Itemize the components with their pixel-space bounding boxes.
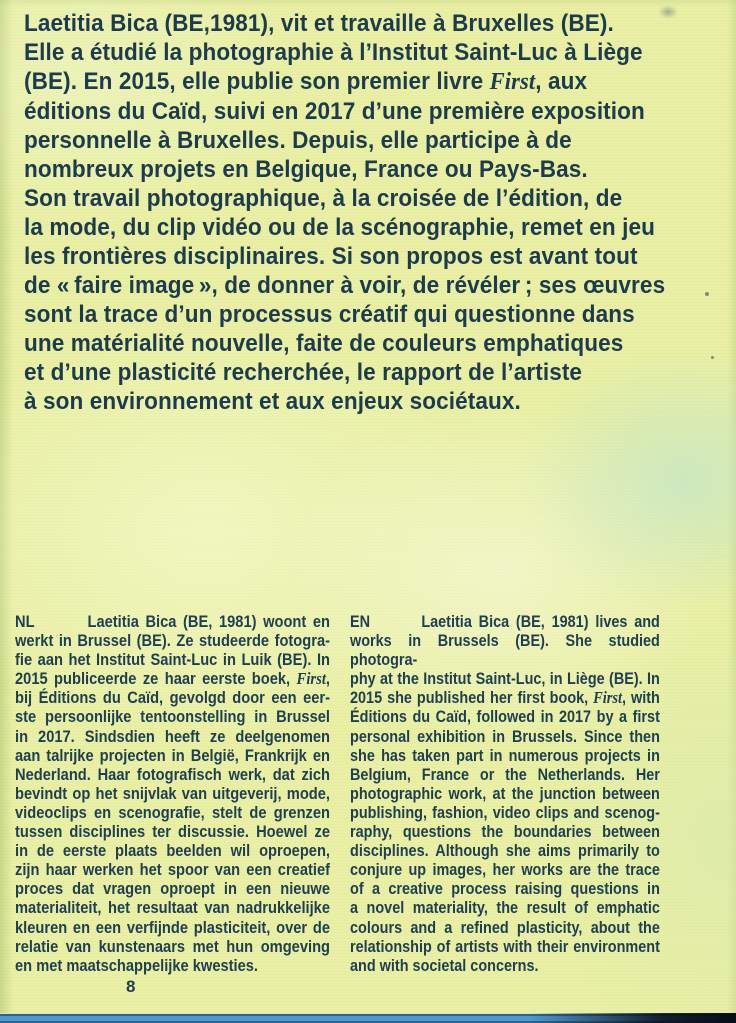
text-line: disciplines. Although she aims primarily to [350,841,660,861]
text-line: bevindt op het snijvlak van uitgeverij, mode, [15,783,330,803]
text-line: relationship of artists with their environment [350,936,660,956]
scan-speck-artifact [705,292,709,296]
text-line: personnelle à Bruxelles. Depuis, elle participe à de [24,127,572,154]
text-line: fie aan het Institut Saint-Luc in Luik (BE). In [15,650,330,670]
text-line: ste persoonlijke tentoonstelling in Brussel [15,707,330,727]
text-line: la mode, du clip vidéo ou de la scénographie, remet en jeu [24,214,656,241]
text-line: in de eerste plaats beelden wil oproepen, [15,841,330,861]
text-line: sont la trace d’un processus créatif qui questionne dans [24,301,635,328]
text-line: (BE). En 2015, elle publie son premier livre First, aux [24,68,588,95]
text-line: werkt in Brussel (BE). Ze studeerde fotogra- [15,631,330,651]
text-line: en met maatschappelijke kwesties. [15,955,259,975]
text-line: Belgium, France or the Netherlands. Her [350,764,660,784]
text-line: de « faire image », de donner à voir, de révéler ; ses œuvres [24,272,666,299]
column-nl-text [15,612,330,975]
text-line: Son travail photographique, à la croisée de l’édition, de [24,185,623,212]
text-line: proces dat vragen oproept in een nieuwe [15,879,330,899]
scan-edge-strip [0,1013,736,1023]
text-line: photographic work, at the junction between [350,783,660,803]
text-line: à son environnement et aux enjeux sociétaux. [24,388,521,415]
text-line: a novel materiality, the result of emphatic [350,898,660,918]
text-line: Éditions du Caïd, followed in 2017 by a first [350,707,660,727]
text-line: Elle a étudié la photographie à l’Institut Saint-Luc à Liège [24,39,643,66]
text-line: une matérialité nouvelle, faite de couleurs emphatiques [24,330,624,357]
text-line: materialiteit, het resultaat van nadrukkelijke [15,898,330,918]
page-number: 8 [126,977,136,996]
text-line: of a creative process raising questions in [350,879,660,899]
intro-paragraph-fr [24,9,682,416]
text-line: éditions du Caïd, suivi en 2017 d’une première exposition [24,98,645,125]
text-line: publishing, fashion, video clips and scenog- [350,802,660,822]
column-en-text [350,612,660,975]
text-line: raphy, questions the boundaries between [350,822,660,842]
scan-speck-artifact [711,356,714,359]
text-line: and with societal concerns. [350,955,539,975]
text-line: phy at the Institut Saint-Luc, in Liège (BE). In [350,669,660,689]
text-line: she has taken part in numerous projects in [350,745,660,765]
text-line: bij Éditions du Caïd, gevolgd door een eer- [15,688,330,708]
text-line: relatie van kunstenaars met hun omgeving [15,936,330,956]
text-line: EN Laetitia Bica (BE, 1981) lives and [350,612,660,631]
text-line: kleuren en een verfijnde plasticiteit, over de [15,917,330,937]
text-line: zijn haar werken het spoor van een creatief [15,860,330,880]
text-line: 2015 publiceerde ze haar eerste boek, First, [15,669,330,689]
text-line: works in Brussels (BE). She studied photogra- [350,631,660,670]
text-line: personal exhibition in Brussels. Since then [350,726,660,746]
text-line: in 2017. Sindsdien heeft ze deelgenomen [15,726,330,746]
text-line: 2015 she published her first book, First, with [350,688,660,708]
text-line: videoclips en scenografie, stelt de grenzen [15,802,330,822]
text-line: conjure up images, her works are the trace [350,860,660,880]
column-nl [15,612,380,975]
text-line: les frontières disciplinaires. Si son propos est avant tout [24,243,638,270]
text-line: colours and a refined plasticity, about the [350,917,660,937]
text-line: tussen disciplines ter discussie. Hoewel ze [15,822,330,842]
text-line: Laetitia Bica (BE,1981), vit et travaille à Bruxelles (BE). [24,10,614,37]
text-line: nombreux projets en Belgique, France ou Pays-Bas. [24,156,588,183]
text-line: NL Laetitia Bica (BE, 1981) woont en [15,612,330,631]
text-line: Nederland. Haar fotografisch werk, dat zich [15,764,330,784]
text-line: et d’une plasticité recherchée, le rapport de l’artiste [24,359,583,386]
column-en [350,612,715,975]
text-line: aan talrijke projecten in België, Frankrijk en [15,745,330,765]
